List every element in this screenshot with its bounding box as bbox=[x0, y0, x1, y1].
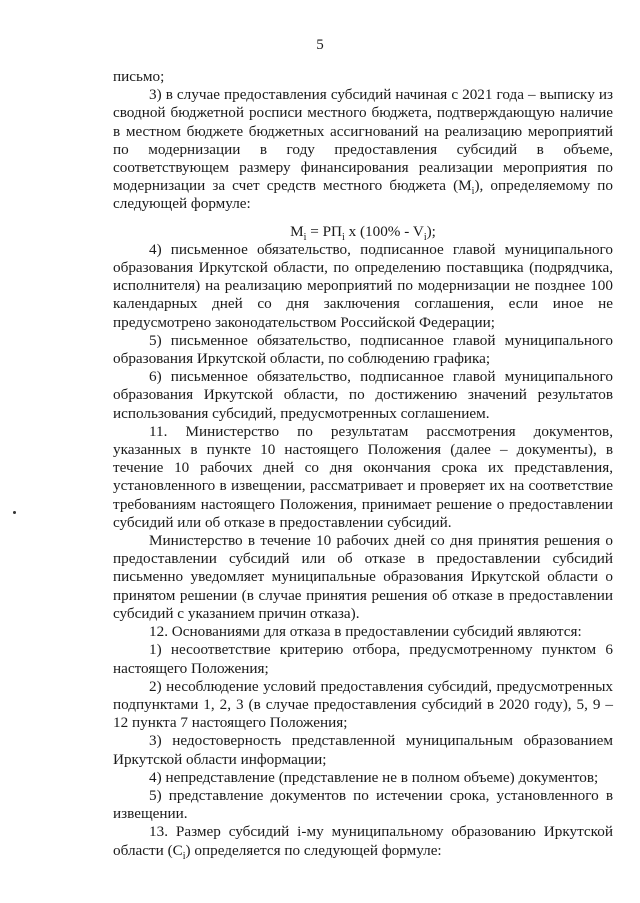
page-number: 5 bbox=[316, 37, 324, 53]
formula-local-budget: $M_i = РП_i$ x $(100\% - V_i)$; bbox=[290, 222, 436, 243]
document-body bbox=[113, 68, 613, 860]
paragraph-clause-12: 12. Основаниями для отказа в предоставлении субсидий являются: bbox=[149, 623, 582, 641]
paragraph-item-4: 4) письменное обязательство, подписанное главой муниципального образования Иркутской области, по определению поставщика (подрядчика, исполнителя) на реализацию мероприятий по модернизации не позднее 100 календарных дней со дня заключения соглашения, если иное не предусмотрено законодательством Российской Федерации; bbox=[113, 240, 613, 331]
paragraph-clause-13: 13. Размер субсидий i-му муниципальному образованию Иркутской области $(C_i)$ определяется по следующей формуле: bbox=[113, 823, 613, 862]
paragraph-clause-11: 11. Министерство по результатам рассмотрения документов, указанных в пункте 10 настоящего Положения (далее – документы), в течение 10 рабочих дней со дня окончания срока их представления, установленного в извещении, рассматривает и проверяет их на соответствие требованиям настоящего Положения, принимает решение о предоставлении субсидий или об отказе в предоставлении субсидий. bbox=[113, 422, 613, 531]
paragraph-item-5: 5) письменное обязательство, подписанное главой муниципального образования Иркутской области, по соблюдению графика; bbox=[113, 331, 613, 368]
paragraph-item-6: 6) письменное обязательство, подписанное главой муниципального образования Иркутской области, по достижению значений результатов использования субсидий, предусмотренных соглашением. bbox=[113, 368, 613, 422]
paragraph-letter-end: письмо; bbox=[113, 68, 165, 85]
paragraph-reason-4: 4) непредставление (представление не в полном объеме) документов; bbox=[149, 768, 599, 786]
paragraph-reason-5: 5) представление документов по истечении срока, установленного в извещении. bbox=[113, 786, 613, 823]
paragraph-reason-2: 2) несоблюдение условий предоставления субсидий, предусмотренных подпунктами 1, 2, 3 (в случае предоставления субсидий в 2020 году), 5, 9 – 12 пункта 7 настоящего Положения; bbox=[113, 677, 613, 732]
paragraph-item-3: 3) в случае предоставления субсидий начиная с 2021 года – выписку из сводной бюджетной росписи местного бюджета, подтверждающую наличие в местном бюджете бюджетных ассигнований на реализацию мероприятий по модернизации в году предоставления субсидий в объеме, соответствующем размеру финансирования реализации мероприятия по модернизации за счет средств местного бюджета $(M_i)$, определяемому по следующей формуле: bbox=[113, 86, 613, 213]
paragraph-reason-3: 3) недостоверность представленной муниципальным образованием Иркутской области информации; bbox=[113, 732, 613, 768]
paragraph-clause-11-notice: Министерство в течение 10 рабочих дней со дня принятия решения о предоставлении субсидий или об отказе в предоставлении субсидий письменно уведомляет муниципальные образования Иркутской области о принятом решении (в случае принятия решения об отказе в предоставлении субсидий с указанием причин отказа). bbox=[113, 532, 613, 622]
paragraph-reason-1: 1) несоответствие критерию отбора, предусмотренному пунктом 6 настоящего Положения; bbox=[113, 641, 613, 677]
scan-speck bbox=[13, 511, 16, 514]
